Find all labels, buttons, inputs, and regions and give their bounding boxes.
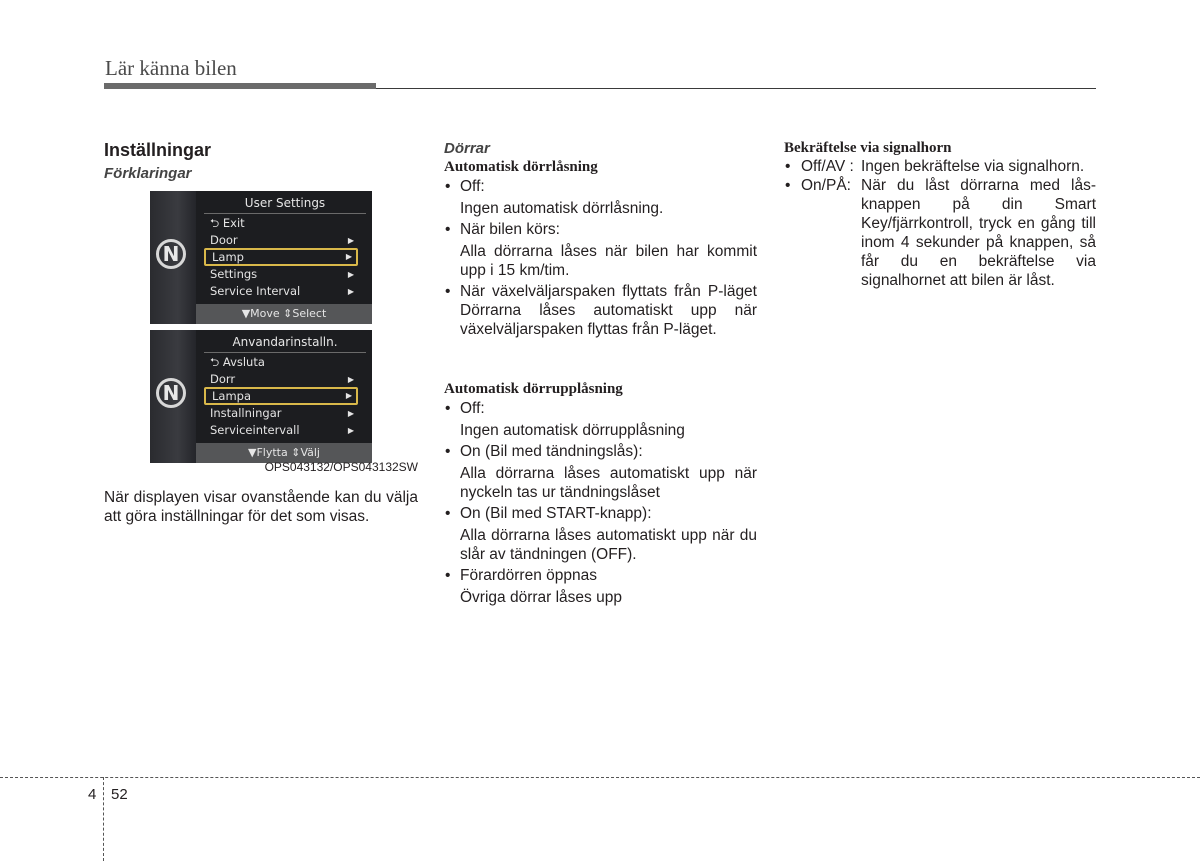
page-header-title: Lär känna bilen: [105, 56, 237, 80]
list-item-desc: Alla dörrarna låses automatiskt upp när nyckeln tas ur tändningslåset: [460, 465, 757, 501]
menu-item-door: Door ▶: [210, 233, 354, 247]
menu-item-lamp-selected: Lamp ▶: [204, 248, 358, 266]
item-definition: Ingen bekräftelse via signalhorn.: [861, 158, 1085, 175]
display-screen-english: [150, 191, 372, 324]
arrow-right-icon: ▶: [347, 426, 354, 435]
list-item-desc: Ingen automatisk dörrlåsning.: [460, 200, 664, 217]
horn-heading: Bekräftelse via signalhorn: [784, 140, 952, 156]
doors-heading: Dörrar: [444, 140, 490, 157]
header-rule-thick: [104, 83, 376, 89]
display-screen-swedish: [150, 330, 372, 463]
item-term: On/PÅ:: [801, 177, 851, 194]
column-doors: [444, 140, 757, 607]
list-item-desc: Alla dörrarna låses när bilen har kommit upp i 15 km/tim.: [460, 243, 757, 279]
n-logo-icon: N: [156, 239, 186, 269]
arrow-right-icon: ▶: [345, 252, 352, 261]
n-logo-icon: N: [156, 378, 186, 408]
section-subtitle: Förklaringar: [104, 165, 192, 182]
column-horn-confirmation: [784, 140, 1096, 290]
list-item-desc: Alla dörrarna låses automatiskt upp när du slår av tändningen (OFF).: [460, 527, 757, 563]
menu-title: Anvandarinstalln.: [204, 332, 366, 353]
menu-item-avsluta: ⮌ Avsluta: [210, 355, 265, 369]
arrow-right-icon: ▶: [347, 409, 354, 418]
menu-item-service-interval: Service Interval ▶: [210, 284, 354, 298]
settings-body: [104, 488, 418, 526]
menu-item-dorr: Dorr ▶: [210, 372, 354, 386]
menu-item-installningar: Installningar ▶: [210, 406, 354, 420]
list-item: • När växelväljarspaken flyttats från P-läget Dörrarna låses automatiskt upp när växelväljarspaken flyttas från P-läget.: [444, 282, 757, 339]
auto-lock-heading: Automatisk dörrlåsning: [444, 159, 598, 175]
header-rule-thin: [376, 88, 1096, 89]
section-title: Inställningar: [104, 140, 212, 160]
settings-description: När displayen visar ovanstående kan du välja att göra inställningar för det som visas.: [104, 489, 418, 525]
list-item: • Förardörren öppnas: [444, 566, 757, 585]
menu-item-serviceintervall: Serviceintervall ▶: [210, 423, 354, 437]
menu-item-exit: ⮌ Exit: [210, 216, 245, 230]
list-item: • On (Bil med START-knapp):: [444, 504, 757, 523]
chapter-number: 4: [88, 786, 97, 803]
list-item: • On/PÅ: När du låst dörrarna med lås-knappen på din Smart Key/fjärrkontroll, tryck en gång till inom 4 sekunder på knappen, så får du en bekräftelse via signalhornet att bilen är låst.: [785, 177, 1096, 289]
arrow-right-icon: ▶: [347, 375, 354, 384]
column-settings: [104, 140, 418, 182]
arrow-right-icon: ▶: [347, 236, 354, 245]
item-definition: När du låst dörrarna med lås-knappen på din Smart Key/fjärrkontroll, tryck en gång till inom 4 sekunder på knappen, så får du en bekräftelse via signalhornet att bilen är låst.: [861, 177, 1096, 289]
return-arrow-icon: ⮌: [210, 216, 223, 230]
list-item: • Off/AV : Ingen bekräftelse via signalhorn.: [784, 157, 1096, 176]
list-item: • Off:: [444, 177, 757, 196]
list-item-desc: Ingen automatisk dörrupplåsning: [460, 422, 685, 439]
footer-vertical-rule: [103, 777, 104, 861]
arrow-right-icon: ▶: [347, 270, 354, 279]
menu-title: User Settings: [204, 193, 366, 214]
menu-item-lampa-selected: Lampa ▶: [204, 387, 358, 405]
page-number: 52: [111, 786, 128, 803]
return-arrow-icon: ⮌: [210, 355, 223, 369]
menu-item-settings: Settings ▶: [210, 267, 354, 281]
menu-footer: ▼Flytta ⇕Välj: [196, 443, 372, 463]
list-item: • När bilen körs:: [444, 220, 757, 239]
auto-unlock-heading: Automatisk dörrupplåsning: [444, 381, 623, 397]
menu-footer: ▼Move ⇕Select: [196, 304, 372, 324]
item-term: Off/AV :: [801, 158, 854, 175]
image-caption: OPS043132/OPS043132SW: [264, 460, 418, 474]
list-item-desc: Övriga dörrar låses upp: [460, 589, 622, 606]
list-item: • On (Bil med tändningslås):: [444, 442, 757, 461]
arrow-right-icon: ▶: [345, 391, 352, 400]
list-item: • Off:: [444, 399, 757, 418]
display-screenshots: [104, 190, 418, 478]
arrow-right-icon: ▶: [347, 287, 354, 296]
footer-dashed-rule: [0, 777, 1200, 778]
